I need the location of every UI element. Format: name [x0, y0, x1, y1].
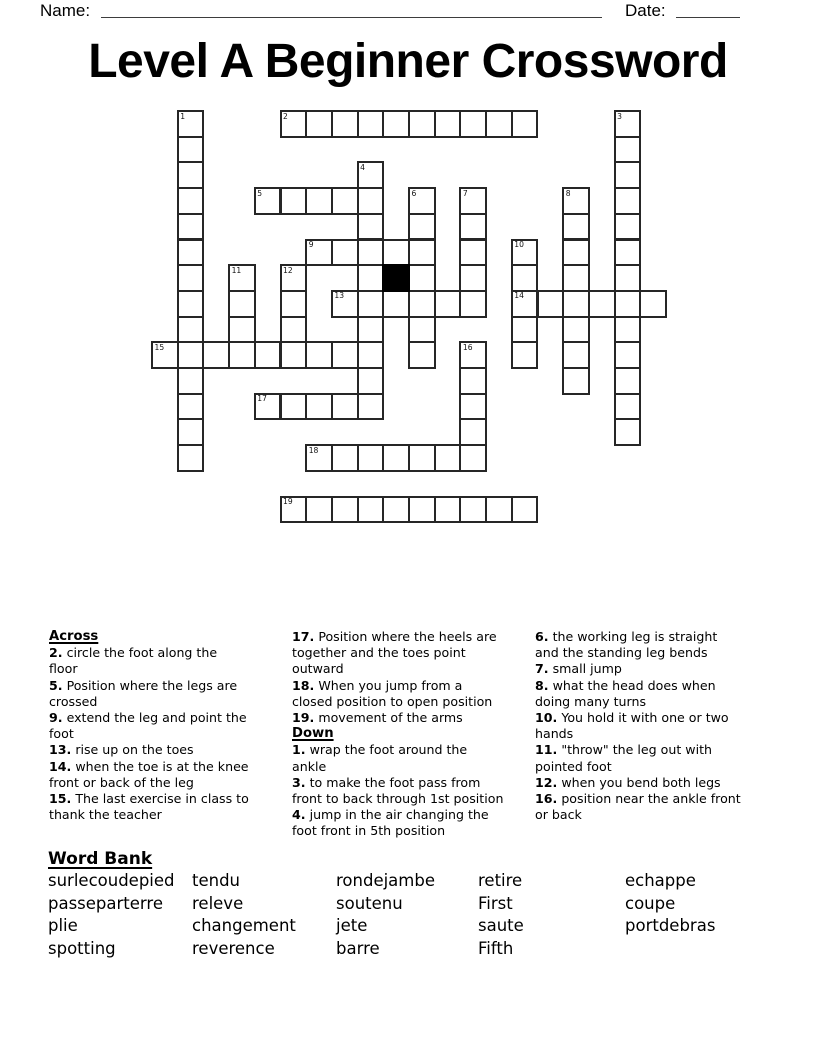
grid-cell[interactable]	[614, 187, 642, 215]
grid-cell[interactable]	[562, 290, 590, 318]
grid-cell[interactable]	[357, 444, 385, 472]
grid-cell[interactable]	[280, 290, 308, 318]
word-bank-heading: Word Bank	[48, 849, 153, 869]
page-title: Level A Beginner Crossword	[88, 35, 728, 88]
grid-cell[interactable]	[357, 290, 385, 318]
grid-cell[interactable]	[228, 290, 256, 318]
grid-cell[interactable]	[177, 239, 205, 267]
grid-cell[interactable]	[305, 496, 333, 524]
grid-cell[interactable]	[614, 161, 642, 189]
grid-cell[interactable]	[357, 264, 385, 292]
grid-cell[interactable]	[614, 136, 642, 164]
grid-cell[interactable]	[331, 341, 359, 369]
word-bank-word: plie	[48, 916, 78, 935]
grid-cell[interactable]	[639, 290, 667, 318]
grid-cell[interactable]	[408, 187, 436, 215]
grid-cell[interactable]	[614, 264, 642, 292]
grid-cell[interactable]	[331, 444, 359, 472]
grid-cell[interactable]	[562, 316, 590, 344]
grid-cell[interactable]	[228, 341, 256, 369]
grid-cell[interactable]	[357, 110, 385, 138]
grid-cell[interactable]	[614, 213, 642, 241]
grid-cell[interactable]	[305, 393, 333, 421]
grid-cell[interactable]	[382, 444, 410, 472]
grid-cell[interactable]	[434, 496, 462, 524]
word-bank-word: rondejambe	[336, 871, 435, 890]
clue-10: 10. You hold it with one or two hands	[535, 710, 729, 742]
word-bank-word: First	[478, 893, 513, 913]
grid-cell[interactable]	[614, 393, 642, 421]
grid-cell[interactable]	[357, 341, 385, 369]
grid-cell[interactable]	[228, 264, 256, 292]
grid-cell[interactable]	[382, 496, 410, 524]
grid-cell[interactable]	[228, 316, 256, 344]
grid-cell[interactable]	[331, 496, 359, 524]
clue-13: 13. rise up on the toes	[49, 742, 194, 758]
grid-cell[interactable]	[511, 290, 539, 318]
grid-cell[interactable]	[459, 213, 487, 241]
grid-cell[interactable]	[177, 264, 205, 292]
word-bank-word: jete	[336, 916, 368, 935]
grid-cell[interactable]	[305, 444, 333, 472]
grid-cell[interactable]	[382, 239, 410, 267]
word-bank-word: passeparterre	[48, 893, 163, 913]
grid-cell[interactable]	[459, 187, 487, 215]
grid-cell[interactable]	[614, 290, 642, 318]
clue-3: 3. to make the foot pass from front to back through 1st position	[292, 774, 504, 807]
clue-18: 18. When you jump from a closed position to open position	[292, 677, 493, 709]
clue-8: 8. what the head does when doing many turns	[535, 677, 716, 709]
grid-cell[interactable]	[614, 367, 642, 395]
word-bank-column-5	[625, 870, 715, 938]
clue-14: 14. when the toe is at the knee front or back of the leg	[49, 758, 249, 790]
grid-cell[interactable]	[511, 264, 539, 292]
grid-cell[interactable]	[614, 110, 642, 138]
clue-heading-across: Across	[49, 629, 99, 644]
grid-cell[interactable]	[562, 187, 590, 215]
grid-cell[interactable]	[459, 290, 487, 318]
grid-cell[interactable]	[280, 393, 308, 421]
grid-cell[interactable]	[280, 110, 308, 138]
grid-cell[interactable]	[177, 213, 205, 241]
cell-number: 3	[617, 111, 622, 121]
grid-cell[interactable]	[357, 367, 385, 395]
word-bank-word: releve	[192, 893, 244, 913]
word-bank-word: saute	[478, 916, 524, 935]
grid-cell[interactable]	[408, 239, 436, 267]
grid-cell[interactable]	[331, 110, 359, 138]
grid-cell[interactable]	[408, 213, 436, 241]
clue-7: 7. small jump	[535, 661, 622, 677]
grid-cell[interactable]	[408, 110, 436, 138]
grid-cell[interactable]	[459, 367, 487, 395]
cell-number: 9	[308, 240, 314, 249]
grid-cell[interactable]	[357, 187, 385, 215]
grid-cell[interactable]	[357, 393, 385, 421]
grid-cell[interactable]	[357, 161, 385, 189]
cell-number: 2	[283, 111, 288, 121]
cell-number: 6	[411, 188, 417, 198]
clue-9: 9. extend the leg and point the foot	[49, 710, 247, 742]
grid-cell[interactable]	[511, 341, 539, 369]
clue-6: 6. the working leg is straight and the standing leg bends	[535, 629, 718, 661]
cell-number: 11	[231, 265, 242, 275]
grid-cell[interactable]	[408, 264, 436, 292]
grid-cell[interactable]	[177, 316, 205, 344]
grid-cell[interactable]	[562, 264, 590, 292]
cell-number: 18	[308, 445, 319, 455]
grid-cell[interactable]	[382, 110, 410, 138]
grid-cell[interactable]	[280, 341, 308, 369]
grid-cell[interactable]	[434, 110, 462, 138]
clue-column-2	[292, 629, 532, 840]
cell-number: 10	[514, 240, 524, 249]
grid-cell[interactable]	[305, 187, 333, 215]
word-bank-word: surlecoudepied	[48, 871, 175, 890]
grid-cell[interactable]	[408, 290, 436, 318]
grid-cell[interactable]	[280, 264, 308, 292]
grid-cell[interactable]	[511, 239, 539, 267]
cell-number: 14	[514, 291, 524, 301]
grid-cell[interactable]	[614, 239, 642, 267]
grid-cell[interactable]	[511, 316, 539, 344]
grid-cell[interactable]	[459, 341, 487, 369]
grid-cell[interactable]	[511, 110, 539, 138]
grid-cell[interactable]	[382, 290, 410, 318]
clue-12: 12. when you bend both legs	[535, 774, 721, 790]
cell-number: 1	[180, 111, 186, 121]
word-bank-column-3	[336, 870, 435, 960]
clue-column-1	[49, 629, 289, 823]
grid-cell[interactable]	[614, 418, 642, 446]
grid-cell[interactable]	[357, 316, 385, 344]
clue-19: 19. movement of the arms	[292, 710, 463, 726]
cell-number: 5	[257, 188, 263, 198]
grid-cell[interactable]	[357, 239, 385, 267]
grid-cell[interactable]	[537, 290, 565, 318]
grid-cell[interactable]	[177, 444, 205, 472]
grid-cell[interactable]	[177, 161, 205, 189]
clue-15: 15. The last exercise in class to thank the teacher	[49, 791, 249, 823]
cell-number: 19	[283, 497, 293, 506]
grid-cell[interactable]	[177, 341, 205, 369]
grid-cell[interactable]	[614, 316, 642, 344]
grid-cell[interactable]	[459, 239, 487, 267]
grid-cell[interactable]	[562, 213, 590, 241]
grid-cell[interactable]	[177, 393, 205, 421]
cell-number: 7	[462, 188, 468, 198]
grid-cell[interactable]	[331, 393, 359, 421]
cell-number: 16	[462, 342, 473, 352]
clue-2: 2. circle the foot along the floor	[49, 645, 218, 677]
word-bank-word: reverence	[192, 938, 275, 958]
grid-cell[interactable]	[562, 239, 590, 267]
cell-number: 8	[565, 188, 571, 198]
clue-heading-down: Down	[292, 726, 334, 742]
word-bank-word: tendu	[192, 871, 241, 890]
name-label: Name:	[40, 1, 91, 20]
grid-cell[interactable]	[434, 444, 462, 472]
grid-cell[interactable]	[177, 290, 205, 318]
grid-cell[interactable]	[177, 187, 205, 215]
name-blank-line[interactable]	[101, 0, 602, 18]
word-bank-column-4	[478, 870, 524, 960]
grid-cell[interactable]	[202, 341, 230, 369]
grid-cell[interactable]	[177, 136, 205, 164]
word-bank-word: barre	[336, 938, 380, 958]
grid-cell[interactable]	[485, 110, 513, 138]
grid-cell[interactable]	[459, 393, 487, 421]
cell-number: 13	[334, 291, 345, 301]
clue-1: 1. wrap the foot around the ankle	[292, 742, 468, 774]
clue-4: 4. jump in the air changing the foot front in 5th position	[292, 807, 489, 839]
grid-cell[interactable]	[459, 264, 487, 292]
grid-cell[interactable]	[331, 187, 359, 215]
clue-16: 16. position near the ankle front or back	[535, 791, 741, 823]
grid-cell[interactable]	[254, 393, 282, 421]
grid-cell[interactable]	[434, 290, 462, 318]
word-bank-word: changement	[192, 916, 296, 935]
grid-cell[interactable]	[305, 110, 333, 138]
cell-number: 12	[283, 265, 293, 275]
clue-column-3	[535, 629, 775, 823]
cell-number: 4	[360, 162, 365, 172]
grid-cell[interactable]	[357, 496, 385, 524]
grid-cell[interactable]	[177, 367, 205, 395]
cell-number: 15	[154, 342, 165, 352]
grid-cell[interactable]	[151, 341, 179, 369]
grid-cell[interactable]	[459, 444, 487, 472]
clue-17: 17. Position where the heels are together and the toes point outward	[292, 629, 497, 677]
grid-cell[interactable]	[254, 187, 282, 215]
grid-cell[interactable]	[459, 418, 487, 446]
grid-cell[interactable]	[408, 496, 436, 524]
word-bank-word: portdebras	[625, 916, 716, 935]
grid-cell[interactable]	[408, 444, 436, 472]
grid-cell[interactable]	[459, 496, 487, 524]
grid-cell[interactable]	[562, 341, 590, 369]
date-blank-line[interactable]	[676, 0, 740, 18]
grid-cell[interactable]	[408, 341, 436, 369]
grid-cell[interactable]	[408, 316, 436, 344]
grid-cell[interactable]	[305, 239, 333, 267]
grid-cell[interactable]	[357, 213, 385, 241]
grid-cell[interactable]	[588, 290, 616, 318]
word-bank-word: echappe	[625, 871, 696, 890]
word-bank-word: retire	[478, 871, 523, 890]
grid-cell[interactable]	[331, 239, 359, 267]
word-bank-word: soutenu	[336, 893, 403, 913]
grid-cell[interactable]	[280, 316, 308, 344]
black-cell	[382, 264, 410, 292]
grid-cell[interactable]	[614, 341, 642, 369]
grid-cell[interactable]	[177, 110, 205, 138]
word-bank-word: Fifth	[478, 938, 514, 958]
grid-cell[interactable]	[485, 496, 513, 524]
date-label: Date:	[625, 1, 666, 20]
word-bank-word: coupe	[625, 893, 676, 913]
grid-cell[interactable]	[331, 290, 359, 318]
grid-cell[interactable]	[177, 418, 205, 446]
word-bank-column-1	[48, 870, 175, 960]
grid-cell[interactable]	[562, 367, 590, 395]
clue-11: 11. "throw" the leg out with pointed foot	[535, 742, 712, 774]
word-bank-column-2	[192, 870, 296, 960]
grid-cell[interactable]	[305, 341, 333, 369]
grid-cell[interactable]	[280, 187, 308, 215]
crossword-grid	[151, 110, 667, 523]
grid-cell[interactable]	[280, 496, 308, 524]
grid-cell[interactable]	[511, 496, 539, 524]
clue-5: 5. Position where the legs are crossed	[49, 677, 238, 709]
cell-number: 17	[257, 394, 267, 404]
word-bank-word: spotting	[48, 938, 116, 958]
grid-cell[interactable]	[254, 341, 282, 369]
grid-cell[interactable]	[459, 110, 487, 138]
